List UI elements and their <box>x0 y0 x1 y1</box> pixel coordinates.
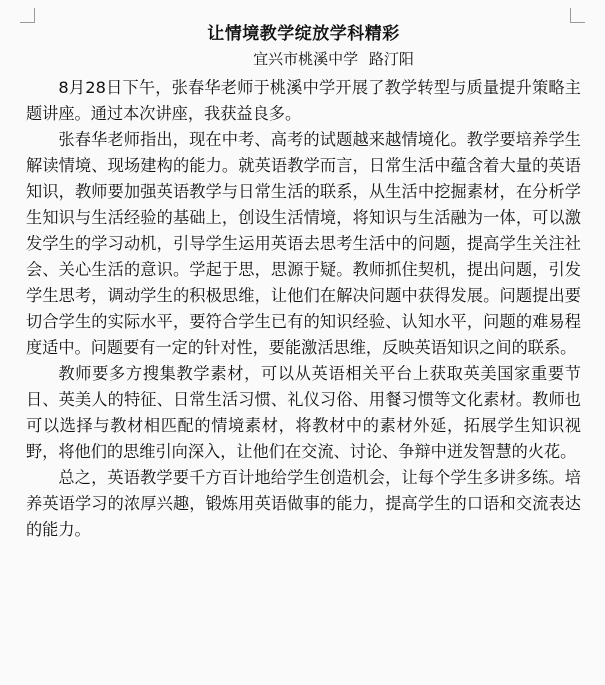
paragraph-teaching-materials: 教师要多方搜集教学素材，可以从英语相关平台上获取英美国家重要节日、英美人的特征、日常生活习惯、礼仪习俗、用餐习惯等文化素材。教师也可以选择与教材相匹配的情境素材，将教材中的素材外延，拓展学生知识视野，将他们的思维引向深入，让他们在交流、讨论、争辩中迸发智慧的火花。 <box>26 364 581 461</box>
page-corner-mark-left <box>20 8 35 23</box>
paragraph-conclusion: 总之，英语教学要千方百计地给学生创造机会，让每个学生多讲多练。培养英语学习的浓厚兴趣，锻炼用英语做事的能力，提高学生的口语和交流表达的能力。 <box>26 468 581 539</box>
paragraph-situational-teaching: 张春华老师指出，现在中考、高考的试题越来越情境化。教学要培养学生解读情境、现场建构的能力。就英语教学而言，日常生活中蕴含着大量的英语知识，教师要加强英语教学与日常生活的联系，从生活中挖掘素材，在分析学生知识与生活经验的基础上，创设生活情境，将知识与生活融为一体，可以激发学生的学习动机，引导学生运用英语去思考生活中的问题，提高学生关注社会、关心生活的意识。学起于思，思源于疑。教师抓住契机，提出问题，引发学生思考，调动学生的积极思维，让他们在解决问题中获得发展。问题提出要切合学生的实际水平，要符合学生已有的知识经验、认知水平，问题的难易程度适中。问题要有一定的针对性，要能激活思维，反映英语知识之间的联系。 <box>26 130 581 357</box>
article-author: 宜兴市桃溪中学 路汀阳 <box>253 50 414 68</box>
paragraph-intro: 8月28日下午，张春华老师于桃溪中学开展了教学转型与质量提升策略主题讲座。通过本次讲座，我获益良多。 <box>26 78 581 123</box>
page-corner-mark-right <box>570 8 585 23</box>
article-title: 让情境教学绽放学科精彩 <box>207 24 400 44</box>
article <box>26 22 581 543</box>
